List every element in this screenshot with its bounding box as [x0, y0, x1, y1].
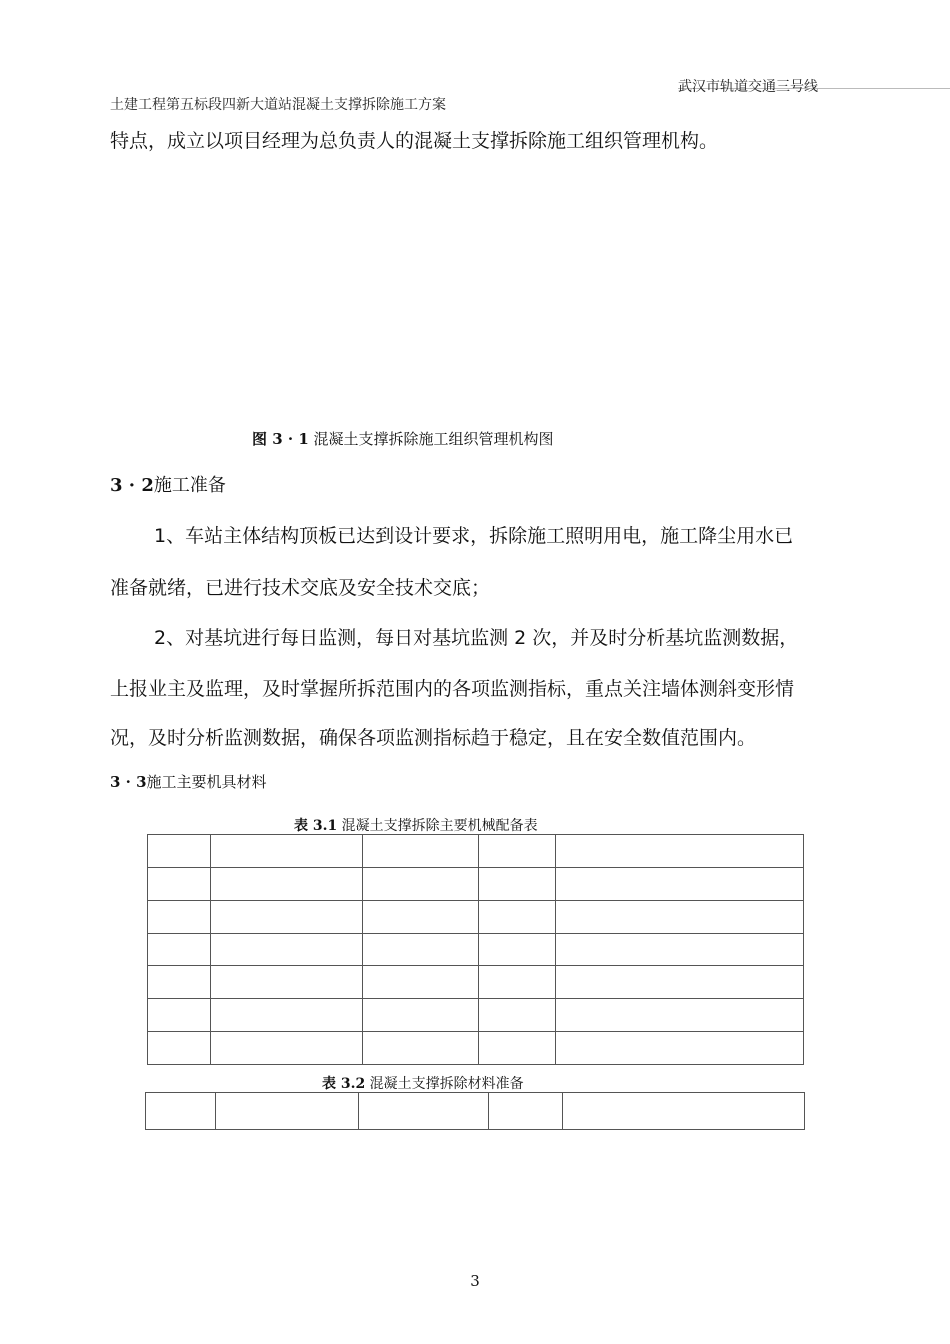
- table-cell: [211, 900, 363, 933]
- table-cell: [148, 900, 211, 933]
- table-1-caption-text: 混凝土支撑拆除主要机械配备表: [337, 818, 538, 834]
- table-cell: [479, 999, 556, 1032]
- table-1-caption-number: 表 3.1: [294, 818, 338, 834]
- page-number: 3: [470, 1272, 480, 1290]
- table-row: [148, 835, 804, 868]
- table-cell: [479, 966, 556, 999]
- table-cell: [556, 900, 804, 933]
- table-cell: [556, 1032, 804, 1065]
- table-row: [146, 1093, 805, 1130]
- table-cell: [148, 867, 211, 900]
- table-cell: [479, 933, 556, 966]
- table-cell: [363, 933, 479, 966]
- table-cell: [211, 867, 363, 900]
- table-cell: [479, 900, 556, 933]
- table-materials: [145, 1092, 805, 1130]
- table-cell: [211, 933, 363, 966]
- table-row: [148, 900, 804, 933]
- table-cell: [556, 999, 804, 1032]
- table-cell: [489, 1093, 563, 1130]
- table-cell: [211, 835, 363, 868]
- table-cell: [146, 1093, 216, 1130]
- section-3-2-title: 施工准备: [153, 475, 226, 496]
- section-3-3-title: 施工主要机具材料: [146, 773, 267, 791]
- table-2-caption: [322, 1073, 524, 1093]
- table-1-caption: [294, 815, 538, 835]
- header-document-title: 土建工程第五标段四新大道站混凝土支撑拆除施工方案: [110, 97, 446, 113]
- table-machinery: [147, 834, 804, 1065]
- section-3-2-number: 3 · 2: [110, 475, 154, 496]
- header-project-name: 武汉市轨道交通三号线: [678, 79, 818, 95]
- table-cell: [556, 867, 804, 900]
- item-2-line-2: 上报业主及监理，及时掌握所拆范围内的各项监测指标，重点关注墙体测斜变形情: [110, 678, 795, 700]
- table-row: [148, 966, 804, 999]
- table-cell: [211, 1032, 363, 1065]
- table-cell: [479, 867, 556, 900]
- item-2-line-1: 2、对基坑进行每日监测，每日对基坑监测 2 次，并及时分析基坑监测数据，: [154, 627, 799, 649]
- figure-caption-number: 图 3 · 1: [252, 430, 309, 448]
- table-cell: [479, 1032, 556, 1065]
- table-row: [148, 1032, 804, 1065]
- item-1-line-2: 准备就绪，已进行技术交底及安全技术交底；: [110, 577, 491, 599]
- table-cell: [363, 900, 479, 933]
- table-cell: [363, 999, 479, 1032]
- table-2-caption-text: 混凝土支撑拆除材料准备: [365, 1076, 524, 1092]
- table-cell: [363, 835, 479, 868]
- table-cell: [556, 966, 804, 999]
- table-cell: [148, 835, 211, 868]
- table-2-caption-number: 表 3.2: [322, 1076, 366, 1092]
- table-row: [148, 933, 804, 966]
- figure-caption-text: 混凝土支撑拆除施工组织管理机构图: [308, 430, 554, 448]
- section-3-2-heading: [110, 471, 226, 497]
- table-cell: [363, 867, 479, 900]
- section-3-3-heading: [110, 771, 267, 792]
- table-cell: [211, 999, 363, 1032]
- table-row: [148, 867, 804, 900]
- figure-caption: [252, 428, 554, 449]
- table-cell: [363, 966, 479, 999]
- table-cell: [216, 1093, 359, 1130]
- table-cell: [563, 1093, 805, 1130]
- table-cell: [211, 966, 363, 999]
- table-cell: [148, 966, 211, 999]
- table-cell: [359, 1093, 489, 1130]
- table-cell: [479, 835, 556, 868]
- table-cell: [148, 1032, 211, 1065]
- item-1-line-1: 1、车站主体结构顶板已达到设计要求，拆除施工照明用电，施工降尘用水已: [154, 525, 794, 547]
- intro-line: 特点，成立以项目经理为总负责人的混凝土支撑拆除施工组织管理机构。: [110, 130, 719, 152]
- table-cell: [148, 933, 211, 966]
- table-cell: [148, 999, 211, 1032]
- table-row: [148, 999, 804, 1032]
- item-2-line-3: 况，及时分析监测数据，确保各项监测指标趋于稳定，且在安全数值范围内。: [110, 727, 757, 749]
- table-cell: [363, 1032, 479, 1065]
- section-3-3-number: 3 · 3: [110, 773, 147, 791]
- table-cell: [556, 835, 804, 868]
- table-cell: [556, 933, 804, 966]
